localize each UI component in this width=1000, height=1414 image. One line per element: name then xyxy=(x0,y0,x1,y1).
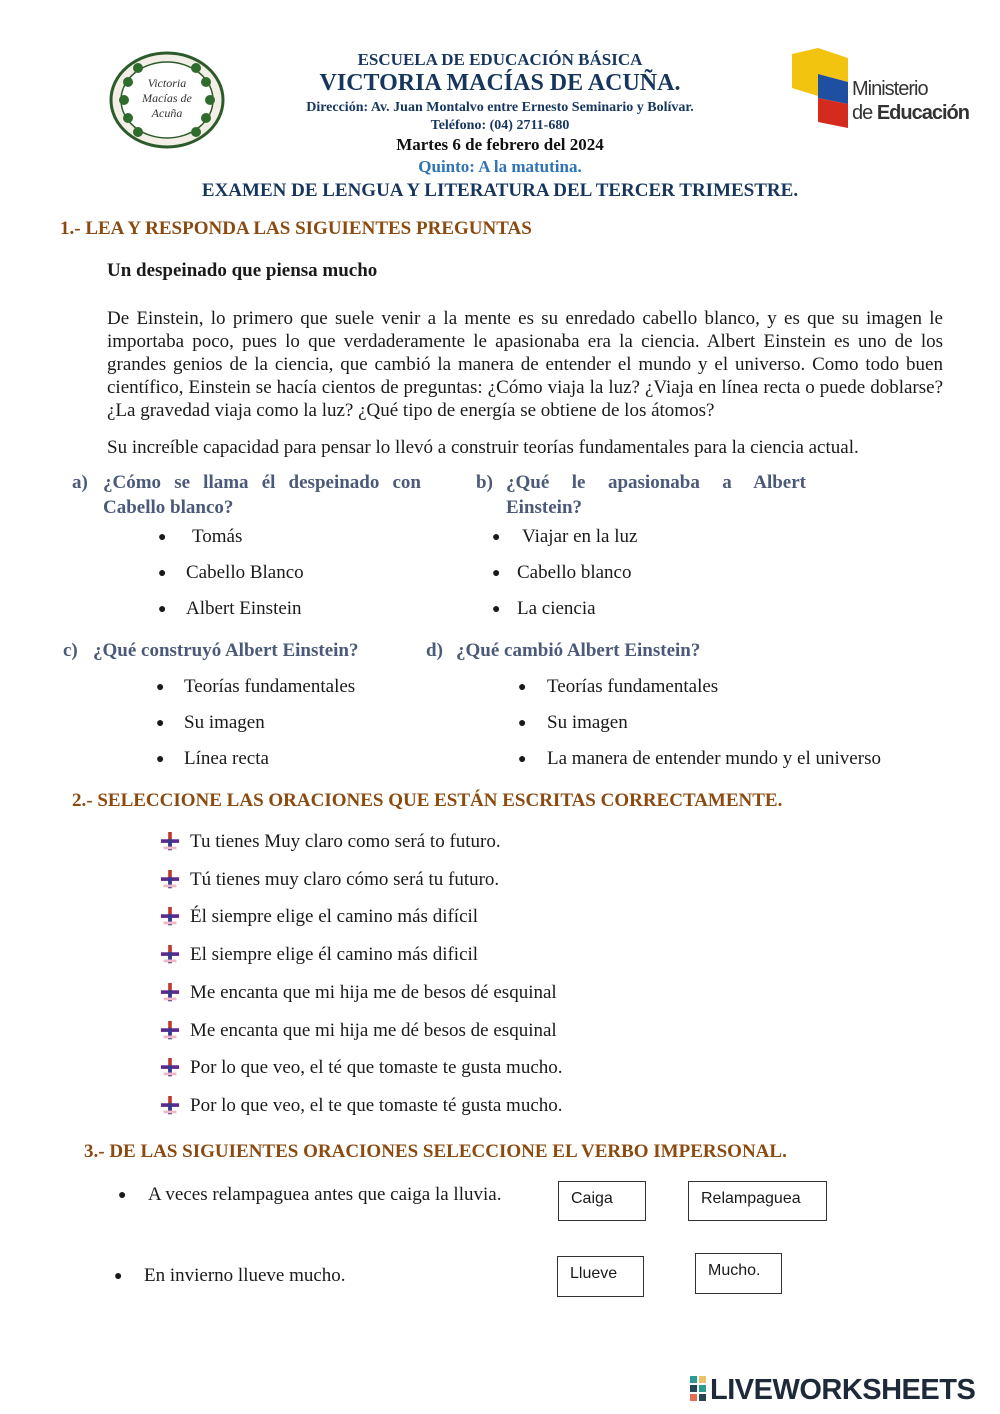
choice-box[interactable]: Mucho. xyxy=(695,1253,782,1294)
school-type: ESCUELA DE EDUCACIÓN BÁSICA xyxy=(357,50,643,69)
impersonal-sentence: En invierno llueve mucho. xyxy=(144,1265,346,1286)
answer-option[interactable]: Cabello Blanco xyxy=(186,562,304,583)
arrow-bullet-icon xyxy=(160,870,180,890)
liveworksheets-logo xyxy=(690,1374,990,1406)
question-text: ¿Cómo se llama él despeinado con xyxy=(103,472,421,493)
answer-option[interactable]: Línea recta xyxy=(184,748,269,769)
answer-option[interactable]: Albert Einstein xyxy=(186,598,302,619)
question-letter: c) xyxy=(63,640,78,661)
bullet-icon: ● xyxy=(518,716,527,731)
sentence-option[interactable]: Me encanta que mi hija me dé besos de esquinal xyxy=(190,1020,557,1041)
answer-option[interactable]: Viajar en la luz xyxy=(522,526,638,547)
reading-title: Un despeinado que piensa mucho xyxy=(107,260,378,281)
bullet-icon: ● xyxy=(158,602,167,617)
arrow-bullet-icon xyxy=(160,983,180,1003)
bullet-icon: ● xyxy=(518,680,527,695)
sentence-option[interactable]: Tú tienes muy claro cómo será tu futuro. xyxy=(190,869,500,890)
arrow-bullet-icon xyxy=(160,1021,180,1041)
arrow-bullet-icon xyxy=(160,907,180,927)
sentence-option[interactable]: Por lo que veo, el te que tomaste té gusta mucho. xyxy=(190,1095,563,1116)
arrow-bullet-icon xyxy=(160,945,180,965)
liveworksheets-wordmark: LIVEWORKSHEETS xyxy=(710,1374,976,1406)
school-name: VICTORIA MACÍAS DE ACUÑA. xyxy=(319,70,681,96)
bullet-icon: ● xyxy=(156,680,165,695)
bullet-icon: ● xyxy=(492,602,501,617)
question-letter: d) xyxy=(426,640,443,661)
question-text: ¿Qué cambió Albert Einstein? xyxy=(456,640,701,661)
sentence-option[interactable]: Me encanta que mi hija me de besos dé esquinal xyxy=(190,982,557,1003)
arrow-bullet-icon xyxy=(160,832,180,852)
ministry-line2-bold: Educación xyxy=(876,102,969,124)
exam-date: Martes 6 de febrero del 2024 xyxy=(396,135,604,154)
ecuador-flag-icon xyxy=(792,48,852,130)
bullet-icon: ● xyxy=(158,566,167,581)
bullet-icon: ● xyxy=(114,1269,123,1284)
question-letter: b) xyxy=(476,472,493,493)
answer-option[interactable]: Teorías fundamentales xyxy=(547,676,719,697)
answer-option[interactable]: La ciencia xyxy=(517,598,596,619)
answer-option[interactable]: La manera de entender mundo y el universo xyxy=(547,748,881,769)
ministry-line2-prefix: de xyxy=(852,102,877,124)
question-text: ¿Qué le apasionaba a Albert xyxy=(506,472,806,493)
sentence-option[interactable]: Él siempre elige el camino más difícil xyxy=(190,906,479,927)
arrow-bullet-icon xyxy=(160,1096,180,1116)
school-address: Dirección: Av. Juan Montalvo entre Ernesto Seminario y Bolívar. xyxy=(306,100,694,115)
section2-heading: 2.- SELECCIONE LAS ORACIONES QUE ESTÁN ESCRITAS CORRECTAMENTE. xyxy=(72,790,783,811)
exam-title: EXAMEN DE LENGUA Y LITERATURA DEL TERCER TRIMESTRE. xyxy=(201,180,799,201)
answer-option[interactable]: Su imagen xyxy=(547,712,628,733)
ministry-logo xyxy=(792,48,969,133)
question-text-cont: Cabello blanco? xyxy=(103,497,234,518)
bullet-icon: ● xyxy=(156,752,165,767)
choice-box[interactable]: Llueve xyxy=(557,1256,644,1297)
choice-box[interactable]: Caiga xyxy=(558,1181,646,1221)
seal-text-line: Macías de xyxy=(142,91,192,105)
grade-label: Quinto: A la matutina. xyxy=(418,157,582,176)
sentence-option[interactable]: Por lo que veo, el té que tomaste te gusta mucho. xyxy=(190,1057,563,1078)
answer-option[interactable]: Su imagen xyxy=(184,712,265,733)
question-text: ¿Qué construyó Albert Einstein? xyxy=(93,640,359,661)
bullet-icon: ● xyxy=(156,716,165,731)
section3-heading: 3.- DE LAS SIGUIENTES ORACIONES SELECCIONE EL VERBO IMPERSONAL. xyxy=(84,1141,787,1162)
bullet-icon: ● xyxy=(518,752,527,767)
reading-paragraph: Su increíble capacidad para pensar lo llevó a construir teorías fundamentales para la ciencia actual. xyxy=(107,437,859,458)
question-text-cont: Einstein? xyxy=(506,497,583,518)
answer-option[interactable]: Tomás xyxy=(192,526,243,547)
bullet-icon: ● xyxy=(158,530,167,545)
question-letter: a) xyxy=(72,472,88,493)
seal-text-line: Acuña xyxy=(151,106,183,120)
answer-option[interactable]: Teorías fundamentales xyxy=(184,676,356,697)
bullet-icon: ● xyxy=(118,1188,127,1203)
arrow-bullet-icon xyxy=(160,1058,180,1078)
bullet-icon: ● xyxy=(492,530,501,545)
impersonal-sentence: A veces relampaguea antes que caiga la lluvia. xyxy=(148,1184,502,1205)
ministry-line1: Ministerio xyxy=(852,78,928,100)
answer-option[interactable]: Cabello blanco xyxy=(517,562,632,583)
school-phone: Teléfono: (04) 2711-680 xyxy=(430,118,570,133)
bullet-icon: ● xyxy=(492,566,501,581)
sentence-option[interactable]: Tu tienes Muy claro como será to futuro. xyxy=(190,831,501,852)
choice-box[interactable]: Relampaguea xyxy=(688,1181,827,1221)
sentence-option[interactable]: El siempre elige él camino más dificil xyxy=(190,944,479,965)
seal-text-line: Victoria xyxy=(147,76,187,90)
section1-heading: 1.- LEA Y RESPONDA LAS SIGUIENTES PREGUNTAS xyxy=(60,218,532,239)
reading-paragraph: De Einstein, lo primero que suele venir a la mente es su enredado cabello blanco, y es que su imagen le importaba poco, pues lo que verdaderamente le apasionaba era la ciencia. Albert Einstein es uno de los grandes genios de la ciencia, que cambió la manera de entender el mundo y el universo. Como todo buen científico, Einstein se hacía cientos de preguntas: ¿Cómo viaja la luz? ¿Viaja en línea recta o puede doblarse? ¿La gravedad viaja como la luz? ¿Qué tipo de energía se obtiene de los átomos? xyxy=(107,308,943,421)
